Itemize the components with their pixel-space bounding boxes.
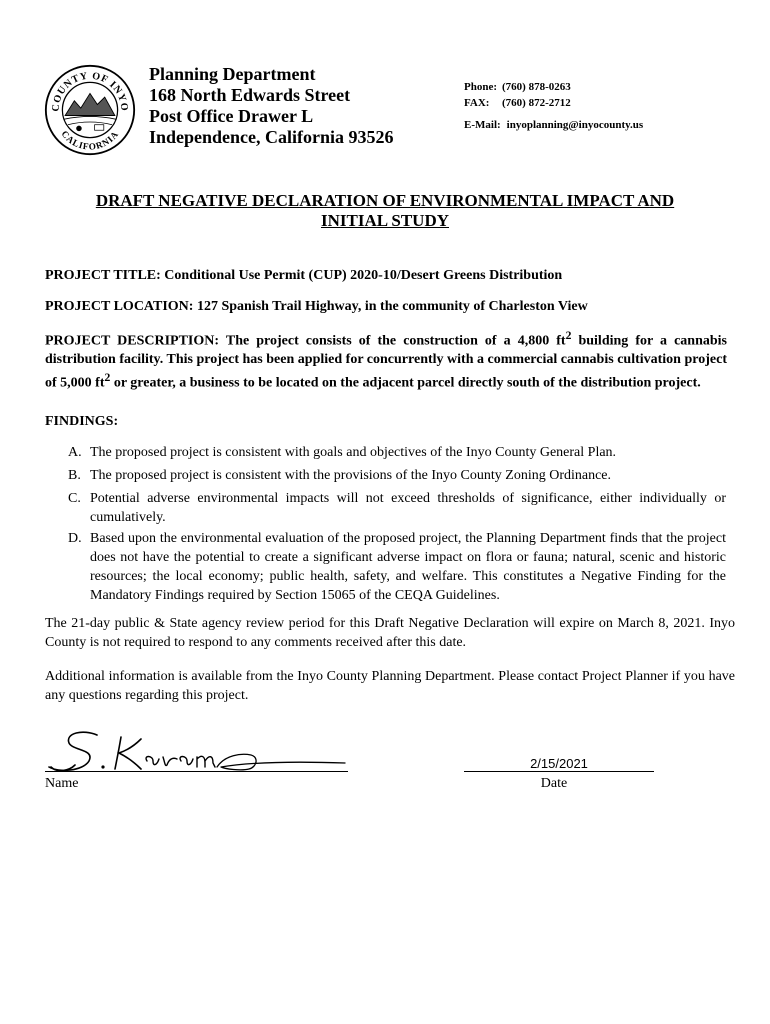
finding-letter: D. (68, 531, 82, 546)
title-line-1: DRAFT NEGATIVE DECLARATION OF ENVIRONMENTAL IMPACT AND (95, 191, 675, 210)
phone-number: (760) 878-0263 (502, 81, 571, 93)
project-description (45, 327, 727, 392)
phone-label: Phone: (464, 81, 497, 93)
finding-text: Based upon the environmental evaluation of the proposed project, the Planning Department finds that the project does not have the potential to create a significant adverse impact on flora or fauna; natural, scenic and historic resources; the local economy; public health, safety, and welfare. This constitutes a Negative Finding for the Mandatory Findings required by Section 15065 of the CEQA Guidelines. (90, 531, 726, 603)
finding-letter: B. (68, 468, 81, 483)
fax-number: (760) 872-2712 (502, 97, 571, 109)
finding-text: The proposed project is consistent with goals and objectives of the Inyo County General Plan. (90, 445, 617, 460)
letterhead-contact (464, 79, 643, 133)
email-row (464, 117, 643, 133)
finding-c (68, 489, 726, 527)
project-location: PROJECT LOCATION: 127 Spanish Trail Highway, in the community of Charleston View (45, 299, 588, 314)
street-address: 168 North Edwards Street (149, 85, 351, 105)
date-value: 2/15/2021 (530, 756, 588, 771)
finding-letter: A. (68, 445, 82, 460)
review-period-paragraph: The 21-day public & State agency review period for this Draft Negative Declaration will expire on March 8, 2021. Inyo County is not required to respond to any comments received after this date. (45, 616, 735, 650)
finding-letter: C. (68, 491, 81, 506)
document-title (45, 191, 725, 231)
finding-text: The proposed project is consistent with the provisions of the Inyo County Zoning Ordinance. (90, 468, 612, 483)
description-superscript-1: 2 (565, 329, 572, 342)
description-part-2: building for a cannabis distribution facility. This project has been applied for concurrently with a commercial cannabis cultivation project of 5,000 ft (45, 333, 727, 391)
description-part-3: or greater, a business to be located on the adjacent parcel directly south of the distribution project. (110, 375, 701, 391)
additional-info-paragraph: Additional information is available from the Inyo County Planning Department. Please contact Project Planner if you have any questions regarding this project. (45, 669, 735, 703)
project-title: PROJECT TITLE: Conditional Use Permit (CUP) 2020-10/Desert Greens Distribution (45, 268, 563, 283)
email-label: E-Mail: (464, 119, 501, 131)
date-line (464, 771, 654, 772)
fax-label: FAX: (464, 97, 490, 109)
email-address[interactable]: inyoplanning@inyocounty.us (506, 119, 644, 131)
description-superscript-2: 2 (104, 370, 111, 384)
name-label: Name (45, 776, 79, 791)
finding-b (68, 466, 726, 485)
department-name: Planning Department (149, 64, 316, 84)
title-line-2: INITIAL STUDY (320, 211, 449, 230)
description-part-1: PROJECT DESCRIPTION: The project consists of the construction of a 4,800 ft (45, 333, 566, 349)
county-seal-icon (44, 64, 136, 156)
fax-row (464, 95, 643, 111)
letterhead-address (149, 64, 394, 148)
city-state-zip: Independence, California 93526 (149, 127, 394, 147)
finding-a (68, 443, 726, 462)
seal-top-text: COUNTY OF INYO (50, 70, 130, 113)
phone-row (464, 79, 643, 95)
finding-d (68, 529, 726, 605)
date-label: Date (540, 776, 568, 791)
finding-text: Potential adverse environmental impacts will not exceed thresholds of significance, either individually or cumulatively. (90, 491, 726, 525)
seal-bottom-text: CALIFORNIA (59, 128, 121, 152)
signature-line (45, 771, 348, 772)
findings-heading: FINDINGS: (45, 414, 119, 429)
po-box: Post Office Drawer L (149, 106, 314, 126)
